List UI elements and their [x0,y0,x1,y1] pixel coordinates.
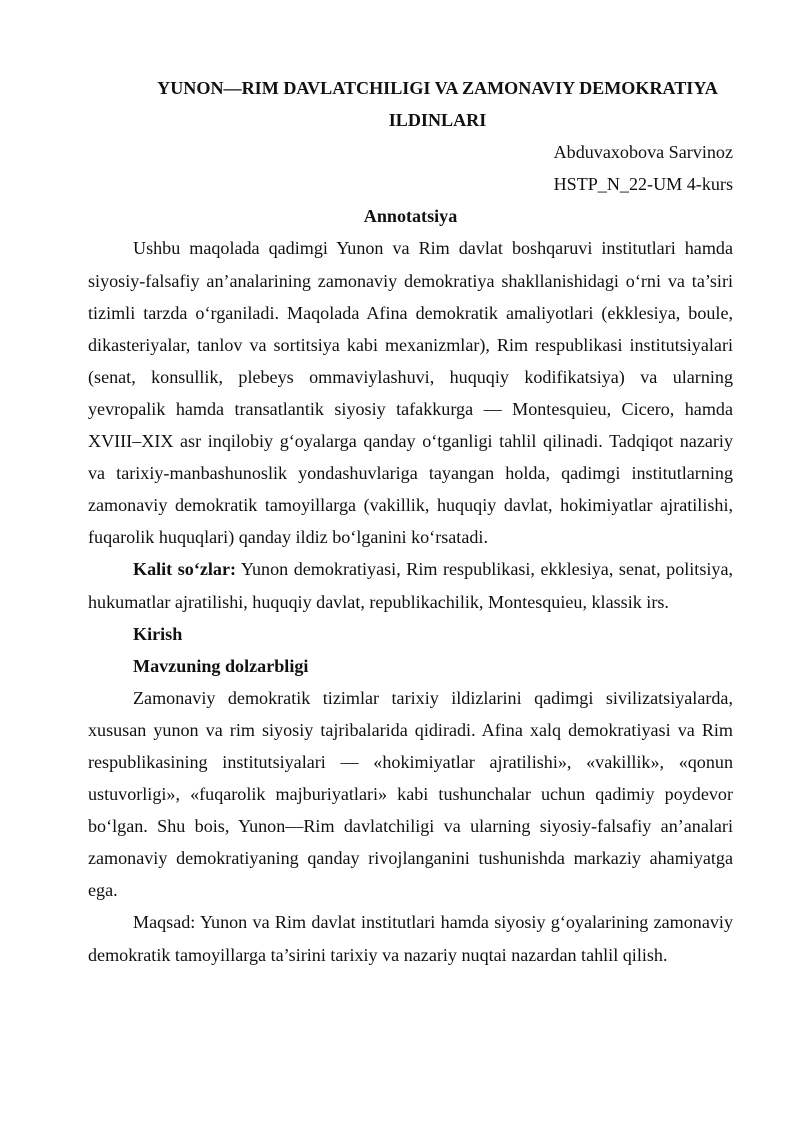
title-line-1: YUNON—RIM DAVLATCHILIGI VA ZAMONAVIY DEMOKRATIYA [157,78,718,98]
goal-paragraph: Maqsad: Yunon va Rim davlat institutlari hamda siyosiy g‘oyalarining zamonaviy demokratik tamoyillarga ta’sirini tarixiy va nazariy nuqtai nazardan tahlil qilish. [88,912,733,965]
relevance-paragraph: Zamonaviy demokratik tizimlar tarixiy ildizlarini qadimgi sivilizatsiyalarda, xususan yunon va rim siyosiy tajribalarida qidiradi. Afina xalq demokratiyasi va Rim respublikasining institutsiyalari — «hokimiyatlar ajratilishi», «vakillik», «qonun ustuvorligi», «fuqarolik majburiyatlari» kabi tushunchalar uchun qadimiy poydevor bo‘lgan. Shu bois, Yunon—Rim davlatchiligi va ularning siyosiy-falsafiy an’analari zamonaviy demokratiyaning qanday rivojlanganini tushunishda markaziy ahamiyatga ega. [88,687,733,901]
keywords-paragraph [88,553,733,617]
keywords-text: Yunon demokratiyasi, Rim respublikasi, ekklesiya, senat, politsiya, hukumatlar ajratilishi, huquqiy davlat, republikachilik, Montesquieu, klassik irs. [88,559,734,612]
intro-heading: Kirish [133,623,183,644]
keywords-label: Kalit so‘zlar: [133,559,237,580]
relevance-heading: Mavzuning dolzarbligi [133,655,309,676]
annotation-heading: Annotatsiya [363,206,458,227]
document-title [88,72,733,136]
annotation-paragraph: Ushbu maqolada qadimgi Yunon va Rim davlat boshqaruvi institutlari hamda siyosiy-falsafiy an’analarining zamonaviy demokratiya shakllanishidagi o‘rni va ta’siri tizimli tarzda o‘rganiladi. Maqolada Afina demokratik amaliyotlari (ekklesiya, boule, dikasteriyalar, tanlov va sortitsiya kabi mexanizmlar), Rim respublikasi institutsiyalari (senat, konsullik, plebeys ommaviylashuvi, huquqiy kodifikatsiya) va ularning yevropalik hamda transatlantik siyosiy tafakkurga — Montesquieu, Cicero, hamda XVIII–XIX asr inqilobiy g‘oyalarga qanday o‘tganligi tahlil qilinadi. Tadqiqot nazariy va tarixiy-manbashunoslik yondashuvlariga tayangan holda, qadimgi institutlarning zamonaviy demokratik tamoyillarga (vakillik, huquqiy davlat, hokimiyatlar ajratilishi, fuqarolik huquqlari) qanday ildiz bo‘lganini ko‘rsatadi. [88,238,733,548]
author-name: Abduvaxobova Sarvinoz [553,142,733,163]
document-page [88,72,733,971]
author-group: HSTP_N_22-UM 4-kurs [553,174,733,195]
title-line-2: ILDINLARI [388,110,487,131]
